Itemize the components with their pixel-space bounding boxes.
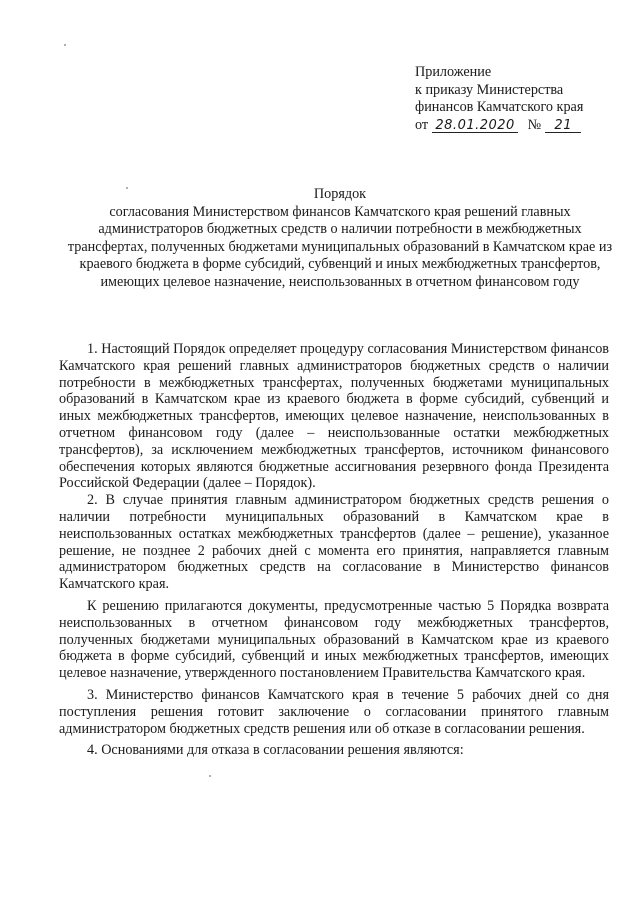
appendix-line: Приложение	[415, 64, 492, 80]
paragraph-3: К решению прилагаются документы, предусмотренные частью 5 Порядка возврата неиспользованных в отчетном финансовом году межбюджетных трансфертов, полученных бюджетами муниципальных образований в Камчатском крае из краевого бюджета в форме субсидий, субвенций и иных межбюджетных трансфертов, имеющих целевое назначение, утвержденного постановлением Правительства Камчатского края.	[59, 597, 609, 682]
title-heading: Порядок	[313, 186, 367, 202]
appendix-line: к приказу Министерства	[415, 81, 564, 98]
paragraph-2: 2. В случае принятия главным администратором бюджетных средств решения о наличии потребности муниципальных образований в Камчатском крае в неиспользованных остатках межбюджетных трансфертов (далее – решение), указанное решение, не позднее 2 рабочих дней с момента его принятия, направляется главным администратором бюджетных средств на согласование в Министерство финансов Камчатского края.	[59, 492, 609, 593]
order-date-number	[415, 117, 583, 135]
scan-speck	[64, 44, 66, 46]
document-title	[60, 186, 620, 291]
paragraph-4: 3. Министерство финансов Камчатского края в течение 5 рабочих дней со дня поступления решения готовит заключение о согласовании принятого главным администратором бюджетных средств решения или об отказе в согласовании решения.	[59, 686, 609, 737]
paragraph-1: 1. Настоящий Порядок определяет процедуру согласования Министерством финансов Камчатского края решений главных администраторов бюджетных средств о наличии потребности в межбюджетных трансфертах, полученных бюджетами муниципальных образований в Камчатском крае из краевого бюджета в форме субсидий, субвенций и иных межбюджетных трансфертов, имеющих целевое назначение, неиспользованных в отчетном финансовом году (далее – неиспользованные остатки межбюджетных трансфертов), за исключением межбюджетных трансфертов, источником финансового обеспечения которых являются бюджетные ассигнования резервного фонда Президента Российской Федерации (далее – Порядок).	[59, 341, 609, 492]
scan-speck	[209, 775, 211, 777]
paragraph-5: 4. Основаниями для отказа в согласовании решения являются:	[87, 742, 464, 759]
date-prefix: от	[415, 116, 429, 133]
document-body	[59, 341, 609, 759]
title-subtitle: согласования Министерством финансов Камчатского края решений главных администраторов бюджетных средств о наличии потребности в межбюджетных трансфертах, полученных бюджетами муниципальных образований в Камчатском крае из краевого бюджета в форме субсидий, субвенций и иных межбюджетных трансфертов, имеющих целевое назначение, неиспользованных в отчетном финансовом году	[67, 203, 613, 290]
appendix-block	[415, 64, 583, 134]
handwritten-date: 28.01.2020	[432, 119, 518, 133]
handwritten-number: 21	[545, 119, 581, 133]
number-prefix: №	[527, 116, 542, 133]
appendix-line: финансов Камчатского края	[415, 99, 584, 115]
